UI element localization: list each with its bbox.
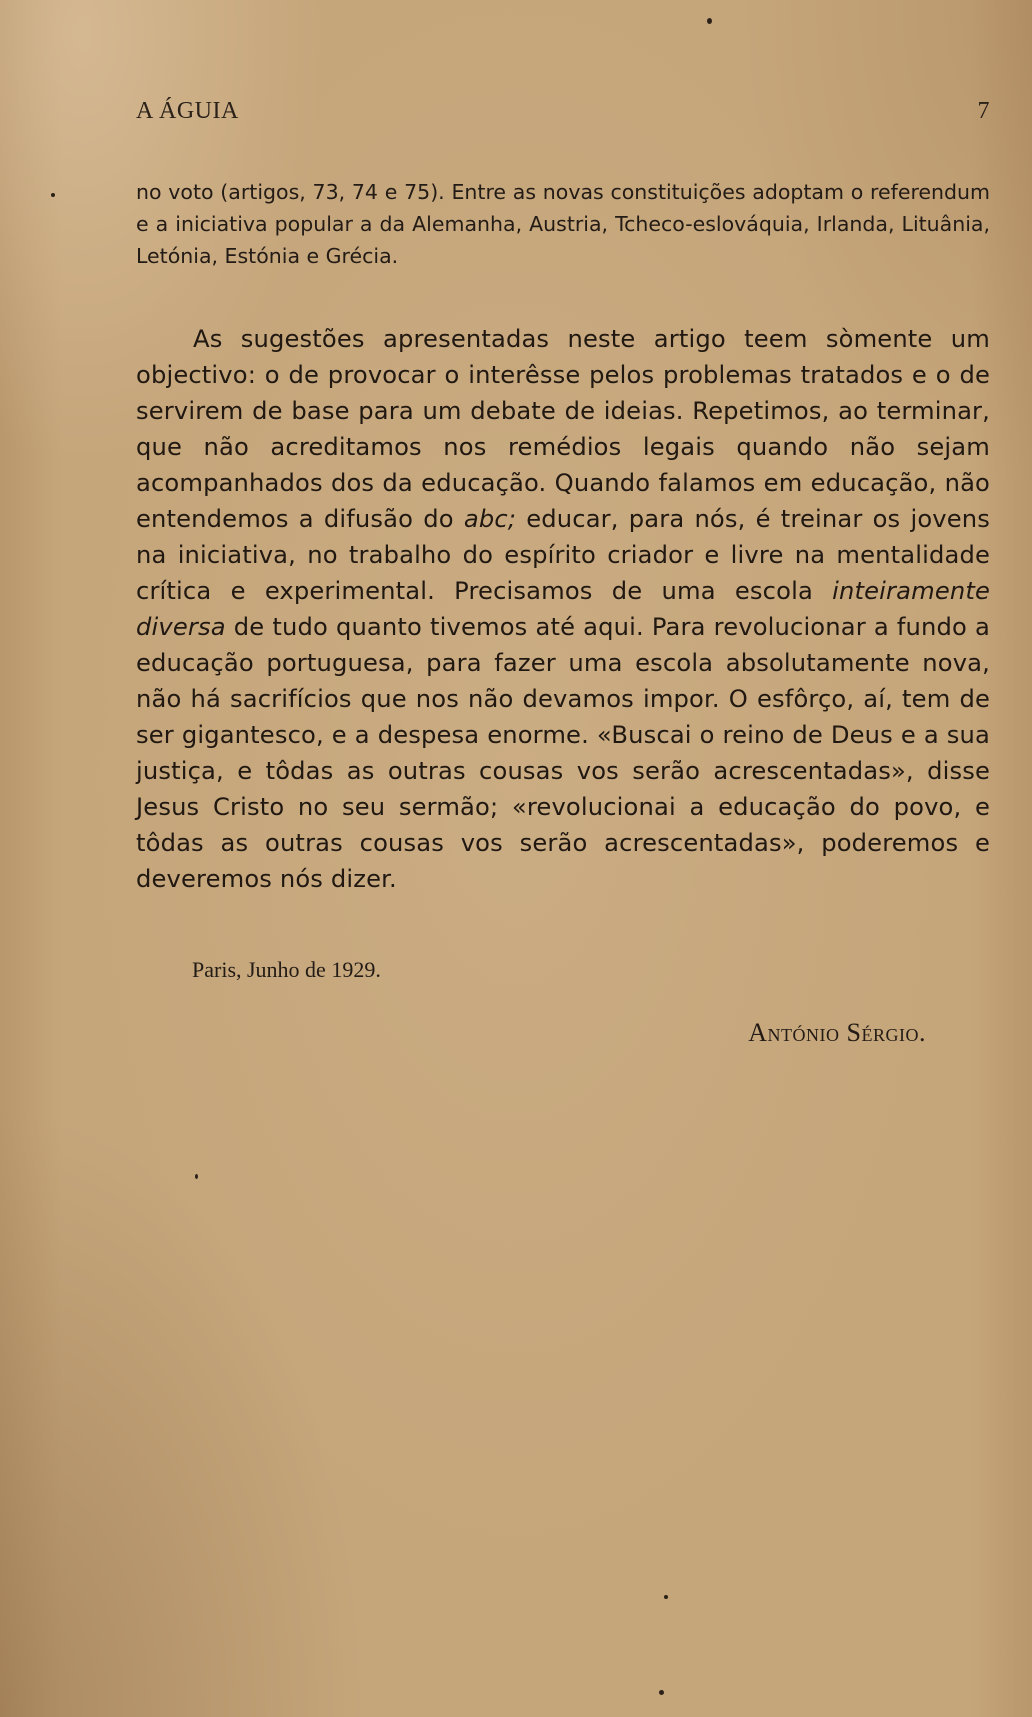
paragraph-part-3: de tudo quanto tivemos até aqui. Para revolucionar a fundo a educação portuguesa, para fazer uma escola absolutamente nova, não há sacrifícios que nos não devamos impor. O esfôrço, aí, tem de ser gigantesco, e a despesa enorme. «Buscai o reino de Deus e a sua justiça, e tôdas as outras cousas vos serão acrescentadas», disse Jesus Cristo no seu sermão; «revolucionai a educação do povo, e tôdas as outras cousas vos serão acrescentadas», poderemos e deveremos nós dizer.	[136, 613, 990, 893]
main-paragraph-text	[136, 321, 990, 897]
paragraph-part-2: educar, para nós, é treinar os jovens na iniciativa, no trabalho do espírito criador e livre na mentalidade crítica e experimental. Precisamos de uma escola	[136, 505, 991, 605]
main-paragraph	[136, 321, 990, 897]
paper-speck	[659, 1690, 664, 1695]
paper-speck	[664, 1595, 668, 1599]
author-signature: António Sérgio.	[748, 1018, 926, 1047]
paragraph-part-1: As sugestões apresentadas neste artigo teem sòmente um objectivo: o de provocar o interêsse pelos problemas tratados e o de servirem de base para um debate de ideias. Repetimos, ao terminar, que não acreditamos nos remédios legais quando não sejam acompanhados dos da educação. Quando falamos em educação, não entendemos a difusão do	[136, 325, 990, 533]
journal-title: A ÁGUIA	[136, 98, 239, 124]
paper-speck	[195, 1174, 198, 1179]
page-number: 7	[977, 98, 990, 124]
dateline: Paris, Junho de 1929.	[192, 957, 381, 982]
abc-emphasis: abc;	[463, 505, 517, 533]
inteiramente-diversa-emphasis: inteiramente diversa	[136, 577, 990, 641]
intro-paragraph: no voto (artigos, 73, 74 e 75). Entre as novas constituições adoptam o referendum e a iniciativa popular a da Alemanha, Austria, Tcheco-eslováquia, Irlanda, Lituânia, Letónia, Estónia e Grécia.	[136, 180, 990, 268]
paper-speck	[707, 18, 712, 24]
paper-speck	[51, 193, 55, 197]
